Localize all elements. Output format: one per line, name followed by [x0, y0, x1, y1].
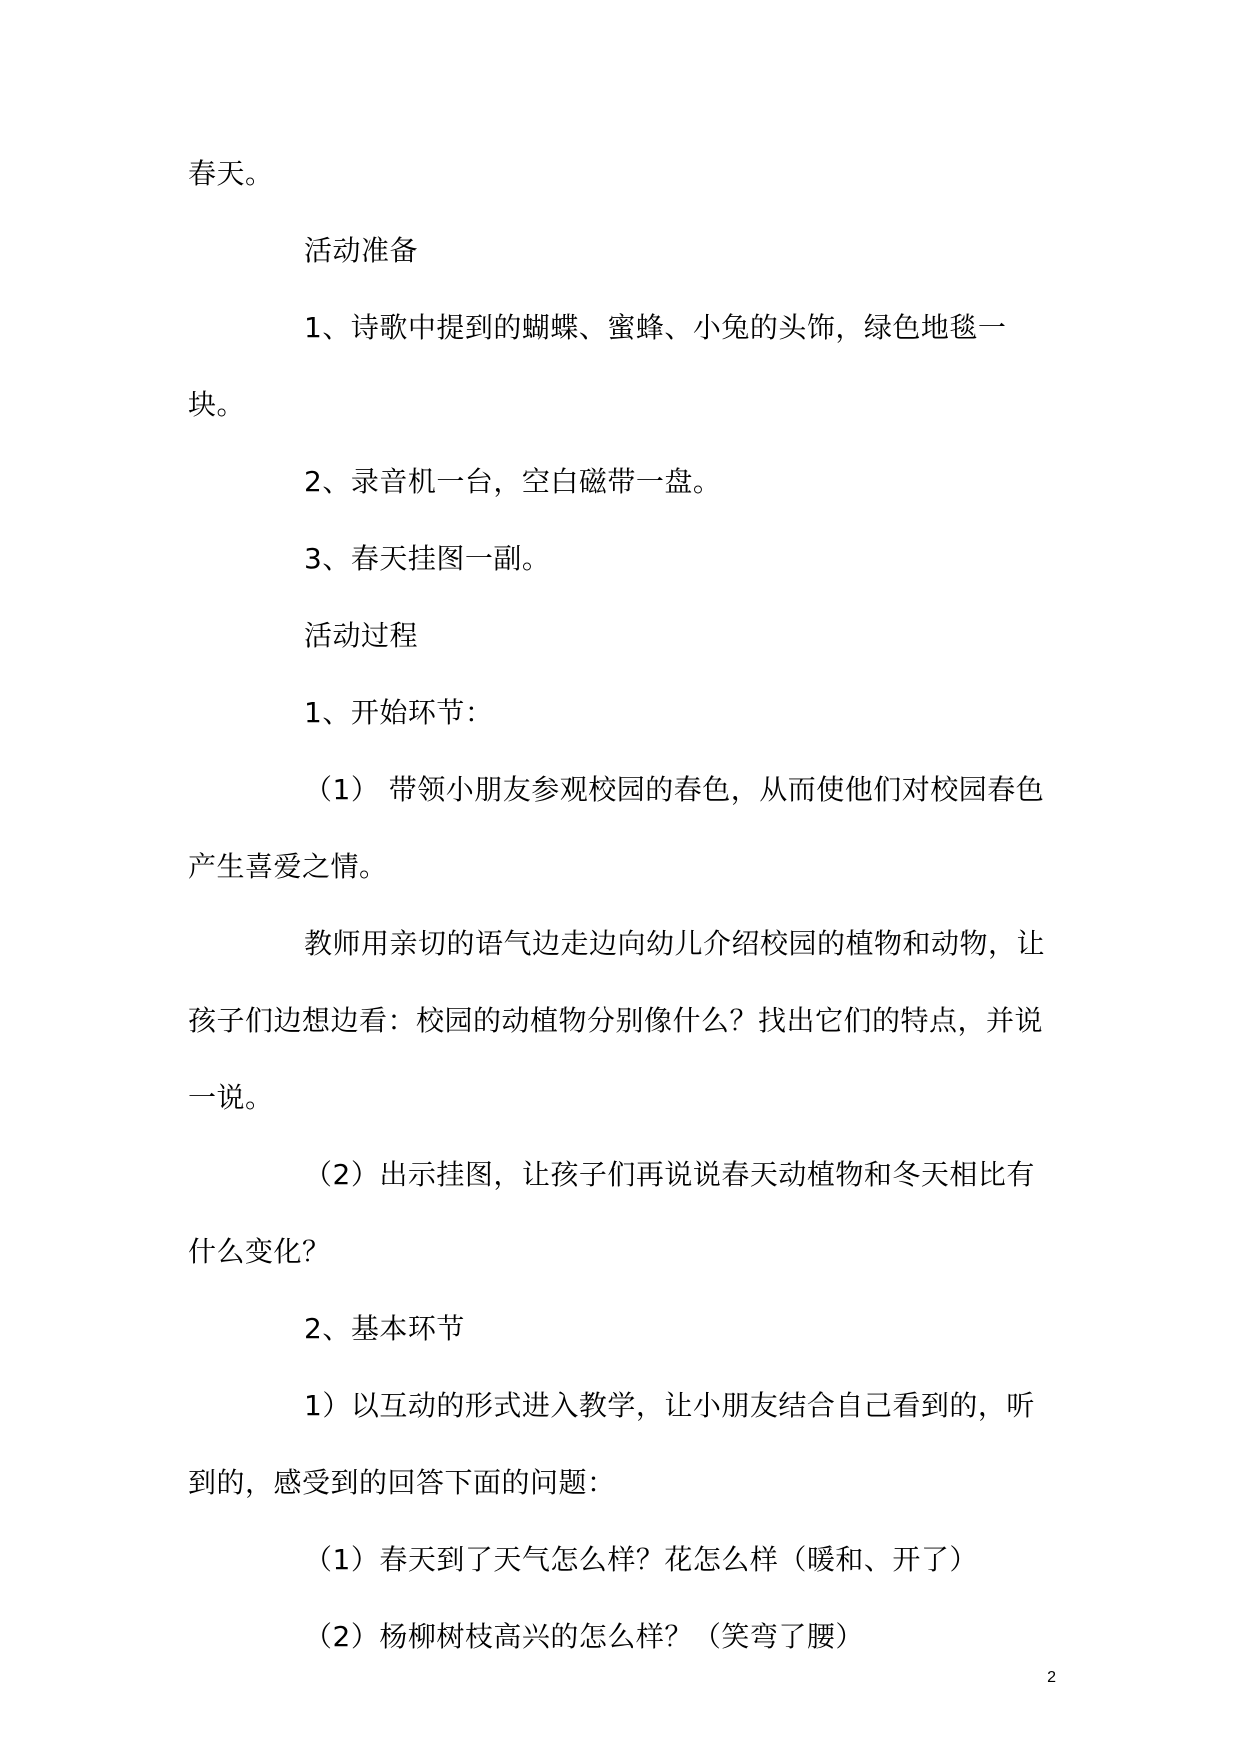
preparation-item-1: 1、诗歌中提到的蝴蝶、蜜蜂、小兔的头饰，绿色地毯一块。 — [188, 311, 1007, 421]
process-step-2-item-1: 1）以互动的形式进入教学，让小朋友结合自己看到的，听到的，感受到的回答下面的问题： — [188, 1389, 1035, 1499]
process-step-1-item-2: （2）出示挂图，让孩子们再说说春天动植物和冬天相比有什么变化？ — [188, 1158, 1035, 1268]
page-number: 2 — [1047, 1669, 1056, 1686]
question-2: （2）杨柳树枝高兴的怎么样？（笑弯了腰） — [304, 1620, 864, 1653]
preparation-item-2: 2、录音机一台，空白磁带一盘。 — [304, 465, 722, 498]
process-step-2-title: 2、基本环节 — [304, 1312, 465, 1345]
question-1: （1）春天到了天气怎么样？花怎么样（暖和、开了） — [304, 1543, 978, 1576]
paragraph-continuation: 春天。 — [188, 157, 274, 190]
process-step-1-title: 1、开始环节： — [304, 696, 494, 729]
heading-activity-process: 活动过程 — [304, 619, 419, 652]
preparation-item-3: 3、春天挂图一副。 — [304, 542, 551, 575]
document-body — [188, 135, 1050, 1675]
process-step-1-item-1: （1） 带领小朋友参观校园的春色，从而使他们对校园春色产生喜爱之情。 — [188, 773, 1045, 883]
process-step-1-description: 教师用亲切的语气边走边向幼儿介绍校园的植物和动物，让孩子们边想边看：校园的动植物分别像什么？找出它们的特点，并说一说。 — [188, 927, 1046, 1114]
heading-activity-preparation: 活动准备 — [304, 234, 419, 267]
